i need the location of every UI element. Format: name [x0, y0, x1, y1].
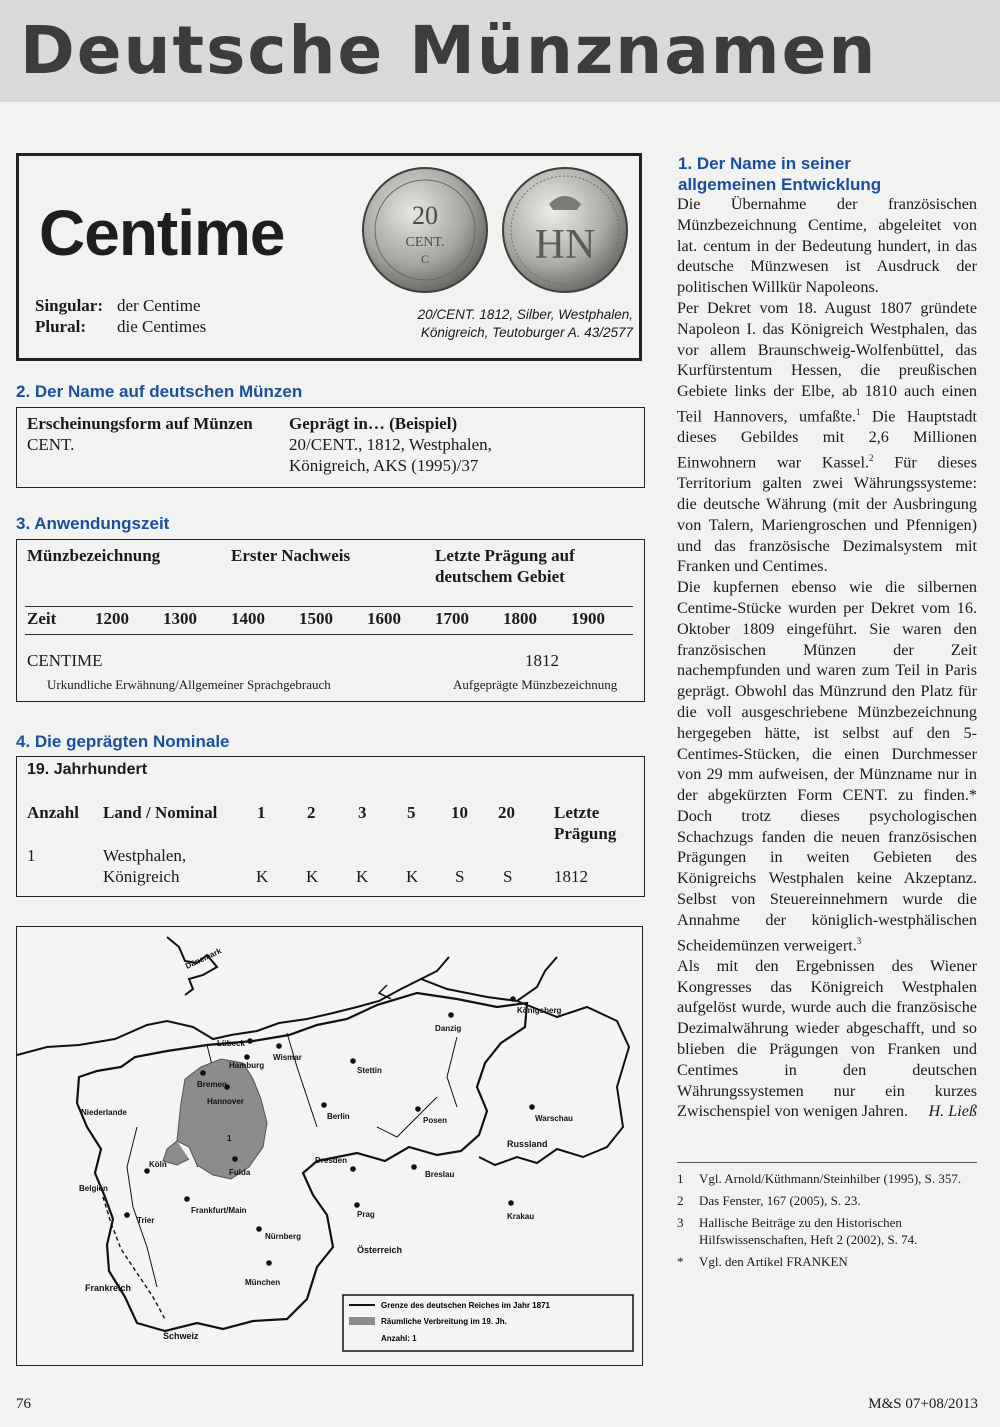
cell-gepraegt-line1: 20/CENT., 1812, Westphalen, [289, 435, 492, 454]
section3-timeline [16, 539, 645, 702]
page-number: 76 [16, 1396, 31, 1412]
map-label: Trier [137, 1216, 155, 1225]
singular-value: der Centime [117, 296, 201, 315]
cell-n10: S [455, 867, 465, 886]
map-label: Frankfurt/Main [191, 1206, 247, 1215]
footnote-divider [677, 1162, 977, 1163]
footnote-number: 1 [677, 1171, 684, 1186]
paragraph: Die Übernahme der französischen Münzbezeichnung Centime, abgeleitet von lat. centum in der Bedeutung hundert, in das deutsche Münzwesen ist Ausdruck der politischen Willkür Napoleons. [677, 195, 977, 297]
footnote-number: 3 [677, 1215, 684, 1230]
article-heading-line2: allgemeinen Entwicklung [678, 175, 882, 194]
map-label: Schweiz [163, 1331, 199, 1341]
year-tick: 1200 [95, 609, 129, 628]
paragraph [677, 956, 977, 1122]
map-label: Dresden [315, 1156, 348, 1165]
map-label: Dänemark [184, 946, 223, 971]
col-header-n1: 1 [257, 803, 266, 822]
centime-header-box [16, 153, 642, 361]
page-title: Deutsche Münznamen [0, 0, 1000, 102]
cell-n2: K [306, 867, 319, 886]
paragraph-text: Für dieses Territorium galten zwei Währungssysteme: die deutsche Währung (mit der Ausbringung von Talern, Mariengroschen und Pfennigen) und das französische Dezimalsystem mit Franken und Centimes. [677, 453, 978, 576]
coin-name-title: Centime [39, 197, 285, 269]
paragraph-text: Die kupfernen ebenso wie die silbernen Centime-Stücke wurden per Dekret vom 16. Oktober 1809 eingeführt. Sie waren den französischen Münzen der Zeit nachempfunden und waren zum Teil in Paris geprägt. Obwohl das Münzrund den Platz für die voll ausgeschriebene Münzbezeichnung hergegeben hätte, ist selbst auf den 5-Centimes-Stücken, die einen Durchmesser von 29 mm aufweisen, der Münzname nur in der abgekürzten Form CENT. zu finden.* Doch trotz dieses psychologischen Schachzugs fanden die neuen französischen Prägungen in weiten Gebieten des Königreichs Westphalen keine Akzeptanz. Selbst von Steuereinnehmern wurde die Annahme der königlich-westphälischen Scheidemünzen verweigert. [677, 578, 977, 955]
svg-text:HN: HN [534, 222, 596, 268]
footnote [677, 1192, 977, 1209]
section2-table [16, 407, 645, 488]
map-label: Köln [149, 1160, 167, 1169]
footnote-ref: 2 [869, 452, 874, 463]
col-header-muenzbezeichnung: Münzbezeichnung [27, 546, 161, 565]
section4-heading: 4. Die geprägten Nominale [16, 732, 230, 751]
cell-n5: K [406, 867, 419, 886]
footnotes [677, 1170, 977, 1275]
plural-label: Plural: [35, 317, 86, 336]
year-tick: 1500 [299, 609, 333, 628]
footnote-ref: 1 [856, 406, 861, 417]
paragraph-text: Per Dekret vom 18. August 1807 gründete Napoleon I. das Königreich Westphalen, das vor allem Braunschweig-Wolfenbüttel, das Kurfürstentum Hessen, die preußischen Gebiete links der Elbe, ab 1810 auch einen Teil Hannovers, umfaßte. [677, 298, 977, 426]
map-label: Königsberg [517, 1006, 562, 1015]
year-tick: 1600 [367, 609, 401, 628]
col-header-letzte-line2: Prägung [554, 824, 617, 843]
col-header-n10: 10 [451, 803, 468, 822]
article-body [677, 194, 977, 1122]
year-tick: 1300 [163, 609, 197, 628]
map-label: Österreich [357, 1245, 403, 1255]
legend-border-label: Grenze des deutschen Reiches im Jahr 1871 [381, 1301, 550, 1310]
map-label: Lübeck [217, 1039, 246, 1048]
legend-left: Urkundliche Erwähnung/Allgemeiner Sprachgebrauch [47, 677, 331, 692]
footnote-ref: 3 [856, 935, 862, 946]
cell-land-line1: Westphalen, [103, 846, 187, 865]
col-header-anzahl: Anzahl [27, 803, 79, 822]
cell-n20: S [503, 867, 513, 886]
coin-caption-line2: Königreich, Teutoburger A. 43/2577 [420, 325, 633, 340]
map-label: Krakau [507, 1212, 535, 1221]
coin-caption [373, 306, 633, 342]
map-label: Danzig [435, 1024, 462, 1033]
col-header-letzte-line2: deutschem Gebiet [435, 567, 565, 586]
plural-value: die Centimes [117, 317, 207, 336]
footnote-number: 2 [677, 1193, 684, 1208]
cell-n1: K [256, 867, 269, 886]
timeline-bottom-rule [25, 634, 633, 635]
map-label: 1 [227, 1134, 232, 1143]
coin-caption-line1: 20/CENT. 1812, Silber, Westphalen, [417, 307, 633, 322]
section4-table [16, 756, 645, 897]
paragraph [677, 298, 977, 577]
map-label: Nürnberg [265, 1232, 301, 1241]
paragraph-text: Die Hauptstadt dieses Gebildes mit 2,6 Millionen Einwohnern war Kassel. [677, 407, 977, 472]
century-label: 19. Jahrhundert [27, 761, 148, 778]
footnote [677, 1253, 977, 1270]
distribution-map [16, 926, 643, 1366]
col-header-n20: 20 [498, 803, 515, 822]
footnote-text: Hallische Beiträge zu den Historischen Hilfswissenschaften, Heft 2 (2002), S. 74. [699, 1215, 918, 1247]
map-legend [343, 1295, 633, 1351]
issue-label: M&S 07+08/2013 [868, 1396, 978, 1412]
map-label: Niederlande [81, 1108, 127, 1117]
col-header-n3: 3 [358, 803, 367, 822]
map-label: München [245, 1278, 281, 1287]
footnote-text: Das Fenster, 167 (2005), S. 23. [699, 1193, 861, 1208]
col-header-gepraegt: Geprägt in… (Beispiel) [289, 414, 458, 433]
section3-heading: 3. Anwendungszeit [16, 514, 170, 533]
year-tick: 1800 [503, 609, 537, 628]
paragraph [677, 577, 977, 956]
col-header-land: Land / Nominal [103, 803, 218, 822]
map-label: Frankreich [85, 1283, 132, 1293]
paragraph-text: Als mit den Ergebnissen des Wiener Kongresses das Königreich Westphalen aufgelöst wurde, wurde auch die französische Dezimalwährung wieder abgeschafft, und so blieben die Prägungen von Franken und Centimes in den deutschen Währungssystemen nur ein kurzes Zwischenspiel von wenigen Jahren. [677, 956, 977, 1121]
col-header-n2: 2 [307, 803, 316, 822]
map-label: Posen [423, 1116, 448, 1125]
map-label: Prag [357, 1210, 375, 1219]
map-label: Stettin [357, 1066, 382, 1075]
map-label: Belgien [79, 1184, 108, 1193]
row-coin-name: CENTIME [27, 651, 103, 670]
map-label: Hamburg [229, 1061, 265, 1070]
footnote [677, 1214, 977, 1248]
col-header-letzte-line1: Letzte [554, 803, 600, 822]
footnote [677, 1170, 977, 1187]
cell-land-line2: Königreich [103, 867, 180, 886]
cell-erscheinungsform: CENT. [27, 435, 75, 454]
col-header-erster-nachweis: Erster Nachweis [231, 546, 351, 565]
map-label: Warschau [535, 1114, 573, 1123]
cell-gepraegt-line2: Königreich, AKS (1995)/37 [289, 456, 479, 475]
col-header-letzte-line1: Letzte Prägung auf [435, 546, 575, 565]
footnote-number: * [677, 1254, 684, 1269]
map-label: Hannover [207, 1097, 244, 1106]
svg-text:CENT.: CENT. [405, 235, 445, 250]
col-header-n5: 5 [407, 803, 416, 822]
cell-anzahl: 1 [27, 846, 36, 865]
year-tick: 1400 [231, 609, 265, 628]
legend-area-label: Räumliche Verbreitung im 19. Jh. [381, 1317, 507, 1326]
row-year-marker: 1812 [525, 651, 559, 670]
map-label: Fulda [229, 1168, 251, 1177]
author: H. Ließ [928, 1102, 977, 1121]
footnote-text: Vgl. den Artikel FRANKEN [699, 1254, 848, 1269]
timeline-top-rule [25, 606, 633, 607]
footnote-text: Vgl. Arnold/Küthmann/Steinhilber (1995), S. 357. [699, 1171, 962, 1186]
col-header-erscheinungsform: Erscheinungsform auf Münzen [27, 414, 253, 433]
legend-right: Aufgeprägte Münzbezeichnung [453, 677, 618, 692]
year-tick: 1900 [571, 609, 605, 628]
coin-reverse-image [501, 166, 629, 294]
map-label: Breslau [425, 1170, 455, 1179]
map-label: Wismar [273, 1053, 302, 1062]
svg-text:C: C [420, 252, 430, 266]
cell-n3: K [356, 867, 369, 886]
cell-letzte: 1812 [554, 867, 588, 886]
year-tick: 1700 [435, 609, 469, 628]
map-drawing [17, 927, 643, 1366]
coin-obverse-image [361, 166, 489, 294]
zeit-label: Zeit [27, 609, 57, 628]
map-label: Berlin [327, 1112, 350, 1121]
section2-heading: 2. Der Name auf deutschen Münzen [16, 382, 303, 401]
article-heading [678, 153, 881, 195]
article-heading-line1: 1. Der Name in seiner [678, 154, 851, 173]
map-label: Bremen [197, 1080, 227, 1089]
svg-text:20: 20 [412, 201, 438, 230]
legend-count-label: Anzahl: 1 [381, 1334, 417, 1343]
map-label: Russland [507, 1139, 548, 1149]
singular-label: Singular: [35, 296, 104, 315]
